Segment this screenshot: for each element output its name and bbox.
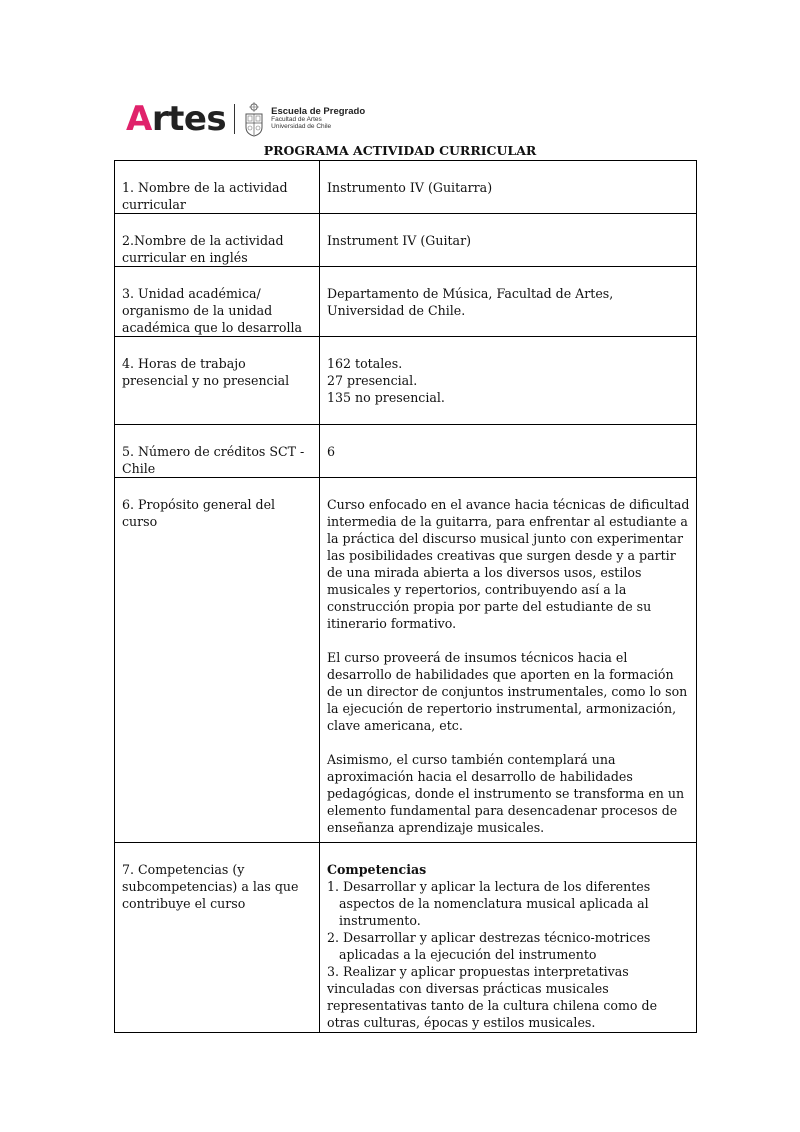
hours-presencial: 27 presencial. [327, 373, 418, 388]
row-label: 5. Número de créditos SCT - Chile [115, 425, 320, 478]
row-value: 6 [320, 425, 697, 478]
hours-no-presencial: 135 no presencial. [327, 390, 445, 405]
row-value: Instrument IV (Guitar) [320, 214, 697, 267]
logo-letter-a: A [126, 99, 152, 139]
logo-divider [234, 104, 235, 134]
school-text [271, 107, 365, 131]
row-value [320, 337, 697, 425]
table-row [115, 161, 697, 214]
school-name: Escuela de Pregrado [271, 106, 366, 118]
table-row [115, 267, 697, 337]
row-label: 4. Horas de trabajo presencial y no presencial [115, 337, 320, 425]
list-item: 3. Realizar y aplicar propuestas interpretativas vinculadas con diversas prácticas musicales representativas tanto de la cultura chilena como de otras culturas, épocas y estilos musicales. [327, 964, 658, 1030]
program-table [114, 160, 697, 1033]
purpose-paragraph: El curso proveerá de insumos técnicos hacia el desarrollo de habilidades que aporten en la formación de un director de conjuntos instrumentales, como lo son la ejecución de repertorio instrumental, armonización, clave americana, etc. [327, 650, 688, 733]
row-label: 6. Propósito general del curso [115, 478, 320, 843]
header [126, 98, 365, 140]
row-value [320, 478, 697, 843]
table-row [115, 214, 697, 267]
hours-total: 162 totales. [327, 356, 403, 371]
row-label: 1. Nombre de la actividad curricular [115, 161, 320, 214]
faculty-name: Facultad de Artes [271, 116, 322, 124]
university-seal-icon [243, 101, 265, 137]
row-value: Departamento de Música, Facultad de Artes, Universidad de Chile. [320, 267, 697, 337]
table-row [115, 337, 697, 425]
competencies-list [327, 878, 690, 1031]
university-name: Universidad de Chile [271, 122, 332, 130]
table-row [115, 843, 697, 1033]
purpose-paragraph: Curso enfocado en el avance hacia técnicas de dificultad intermedia de la guitarra, para enfrentar al estudiante a la práctica del discurso musical junto con experimentar las posibilidades creativas que surgen desde y a partir de una mirada abierta a los diversos usos, estilos musicales y repertorios, contribuyendo así a la construcción propia por parte del estudiante de su itinerario formativo. [327, 497, 690, 631]
row-label: 7. Competencias (y subcompetencias) a las que contribuye el curso [115, 843, 320, 1033]
table-row [115, 425, 697, 478]
row-label: 3. Unidad académica/ organismo de la unidad académica que lo desarrolla [115, 267, 320, 337]
list-item: 2. Desarrollar y aplicar destrezas técnico-motrices aplicadas a la ejecución del instrumento [327, 930, 651, 962]
artes-logo [126, 101, 365, 137]
competencies-heading: Competencias [327, 862, 427, 877]
row-label: 2.Nombre de la actividad curricular en inglés [115, 214, 320, 267]
table-row [115, 478, 697, 843]
list-item: 1. Desarrollar y aplicar la lectura de los diferentes aspectos de la nomenclatura musical aplicada al instrumento. [327, 879, 651, 928]
row-value [320, 843, 697, 1033]
logo-word [126, 99, 227, 139]
purpose-paragraph: Asimismo, el curso también contemplará una aproximación hacia el desarrollo de habilidades pedagógicas, donde el instrumento se transforma en un elemento fundamental para desencadenar procesos de enseñanza aprendizaje musicales. [327, 752, 685, 835]
row-value: Instrumento IV (Guitarra) [320, 161, 697, 214]
logo-rest: rtes [151, 99, 227, 139]
document-title: PROGRAMA ACTIVIDAD CURRICULAR [263, 143, 537, 158]
